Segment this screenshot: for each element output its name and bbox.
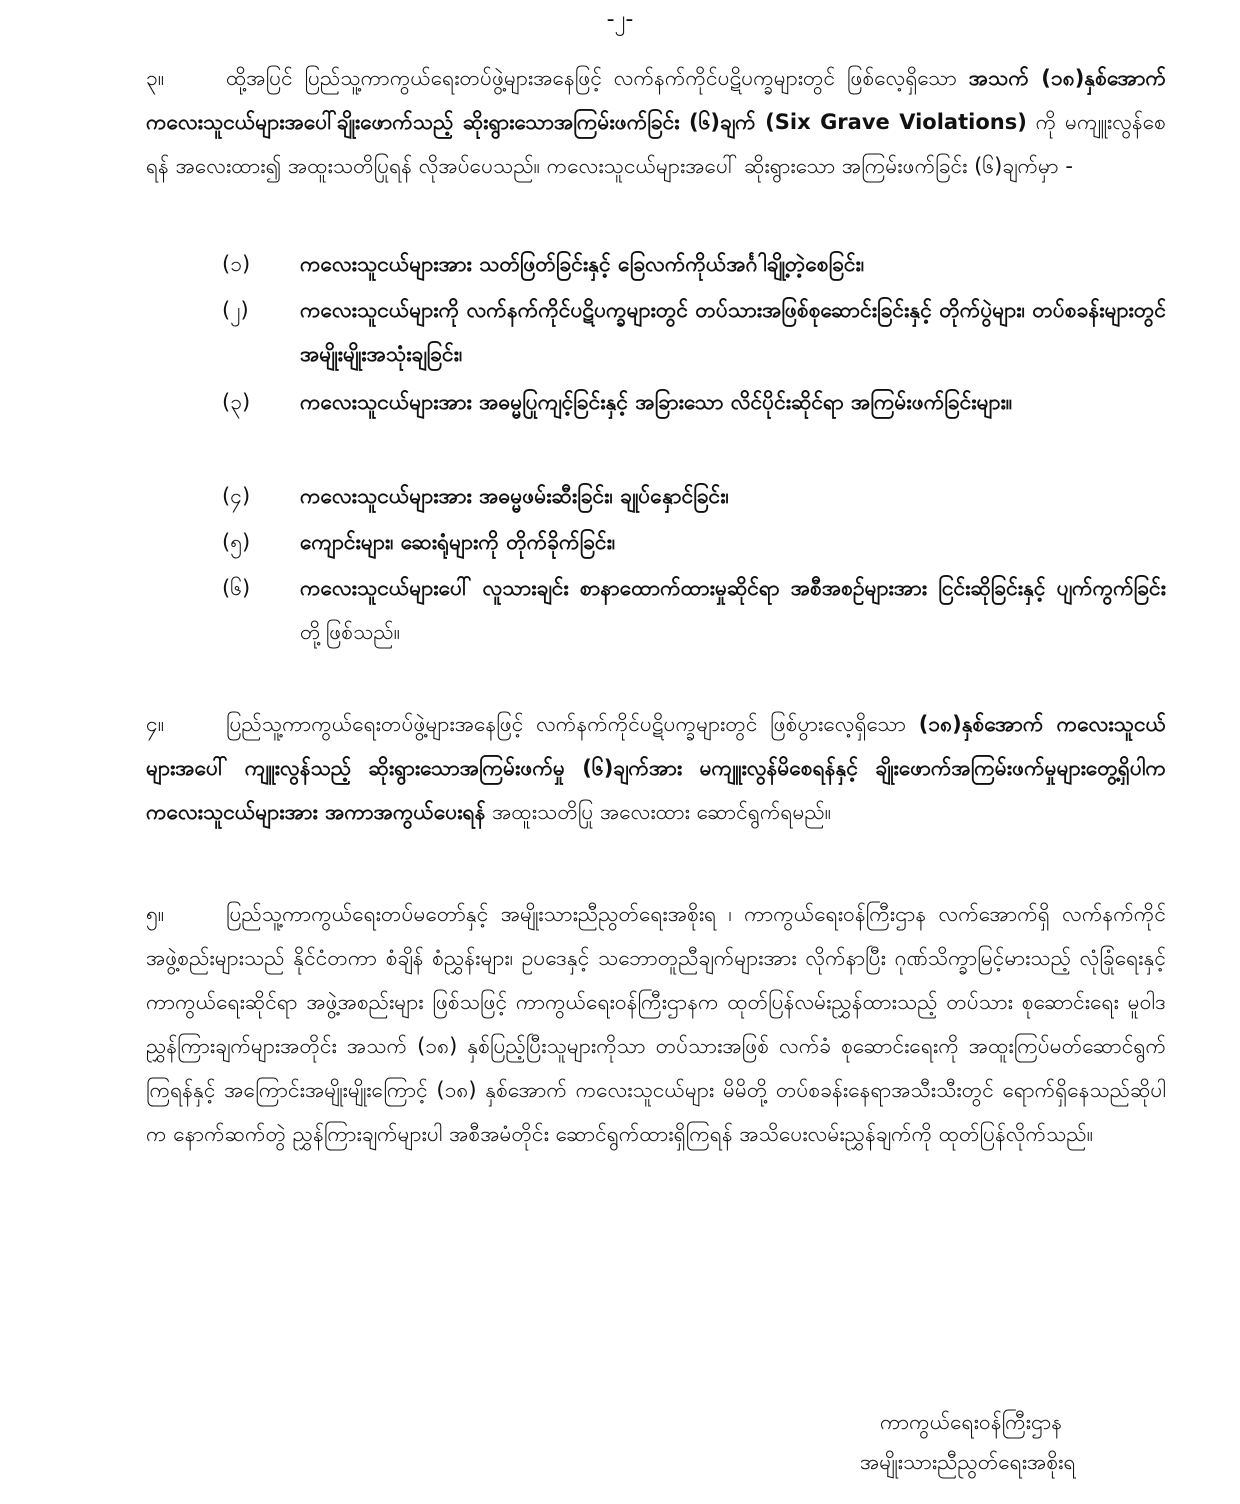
list-item-text: ကလေးသူငယ်များအား အဓမ္မပြုကျင့်ခြင်းနှင့် အခြားသော လိင်ပိုင်းဆိုင်ရာ အကြမ်းဖက်ခြင်းများ။ (300, 390, 1013, 414)
list-item-bold-text: ကလေးသူငယ်များပေါ် လူသားချင်း စာနာထောက်ထားမှုဆိုင်ရာ အစီအစဉ်များအား ငြင်းဆိုခြင်းနှင့် ပျက်ကွက်ခြင်း (300, 576, 1166, 600)
paragraph-5 (146, 892, 1166, 1156)
list-item-text: ကျောင်းများ၊ ဆေးရုံများကို တိုက်ခိုက်ခြင်း၊ (300, 530, 616, 554)
paragraph-number: ၃။ (146, 66, 165, 90)
list-item (222, 474, 1166, 518)
list-item (222, 242, 1166, 286)
list-item (222, 380, 1166, 424)
paragraph-text: အထူးသတိပြု အလေးထား ဆောင်ရွက်ရမည်။ (485, 800, 832, 824)
list-item (222, 520, 1166, 564)
paragraph-bold-text: အသက် (၁၈)နှစ်အောက် ကလေးသူငယ်များအပေါ်ချိုးဖောက်သည့် ဆိုးရွားသောအကြမ်းဖက်ခြင်း (၆)ချက် (Six Grave Violations) (146, 66, 1166, 134)
list-item-text: ကလေးသူငယ်များအား သတ်ဖြတ်ခြင်းနှင့် ခြေလက်ကိုယ်အင်္ဂါချို့တဲ့စေခြင်း၊ (300, 252, 865, 276)
list-item (222, 566, 1166, 654)
list-item-number: (၁) (222, 252, 251, 276)
paragraph-text: ပြည်သူ့ကာကွယ်ရေးတပ်ဖွဲ့များအနေဖြင့် လက်နက်ကိုင်ပဋိပက္ခများတွင် ဖြစ်ပွားလေ့ရှိသော (226, 712, 919, 736)
paragraph-4 (146, 702, 1166, 834)
paragraph-text: ထို့အပြင် ပြည်သူ့ကာကွယ်ရေးတပ်ဖွဲ့များအနေဖြင့် လက်နက်ကိုင်ပဋိပက္ခများတွင် ဖြစ်လေ့ရှိသော (226, 66, 969, 90)
signature-block (860, 1402, 1160, 1482)
signature-line-ministry: ကာကွယ်ရေးဝန်ကြီးဌာန (880, 1410, 1063, 1434)
list-item-text (300, 566, 1166, 654)
list-item-number: (၃) (222, 390, 251, 414)
list-item-number: (၅) (222, 530, 251, 554)
list-item (222, 288, 1166, 376)
paragraph-text: ကို မကျူးလွန်စေရန် အလေးထား၍ အထူးသတိပြုရန် လိုအပ်ပေသည်။ ကလေးသူငယ်များအပေါ် ဆိုးရွားသော အကြမ်းဖက်ခြင်း (၆)ချက်မှာ - (146, 110, 1166, 178)
list-item-text: ကလေးသူငယ်များကို လက်နက်ကိုင်ပဋိပက္ခများတွင် တပ်သားအဖြစ်စုဆောင်းခြင်းနှင့် တိုက်ပွဲများ၊ တပ်စခန်းများတွင် အမျိုးမျိုးအသုံးချခြင်း၊ (300, 298, 1166, 366)
signature-line-government: အမျိုးသားညီညွတ်ရေးအစိုးရ (860, 1450, 1076, 1474)
list-item-text: ကလေးသူငယ်များအား အဓမ္မဖမ်းဆီးခြင်း၊ ချုပ်နှောင်ခြင်း၊ (300, 484, 729, 508)
paragraph-number: ၅။ (146, 902, 165, 926)
list-item-number: (၄) (222, 484, 251, 508)
list-item-suffix: တို့ဖြစ်သည်။ (300, 620, 401, 644)
paragraph-bold-text: (၁၈)နှစ်အောက် ကလေးသူငယ်များအပေါ် ကျူးလွန်သည့် ဆိုးရွားသောအကြမ်းဖက်မှု (၆)ချက်အား မကျူးလွန်မိစေရန်နှင့် ချိုးဖောက်အကြမ်းဖက်မှုများတွေ့ရှိပါက ကလေးသူငယ်များအား အကာအကွယ်ပေးရန် (146, 712, 1166, 824)
paragraph-number: ၄။ (146, 712, 165, 736)
list-item-number: (၆) (222, 576, 251, 600)
paragraph-text: ပြည်သူ့ကာကွယ်ရေးတပ်မတော်နှင့် အမျိုးသားညီညွတ်ရေးအစိုးရ ၊ ကာကွယ်ရေးဝန်ကြီးဌာန လက်အောက်ရှိ လက်နက်ကိုင်အဖွဲ့စည်းများသည် နိုင်ငံတကာ စံချိန် စံညွှန်းများ၊ ဥပဒေနှင့် သဘောတူညီချက်များအား လိုက်နာပြီး ဂုဏ်သိက္ခာမြင့်မားသည့် လုံခြုံရေးနှင့် ကာကွယ်ရေးဆိုင်ရာ အဖွဲ့အစည်းများ ဖြစ်သဖြင့် ကာကွယ်ရေးဝန်ကြီးဌာနက ထုတ်ပြန်လမ်းညွှန်ထားသည့် တပ်သား စုဆောင်းရေး မူဝါဒ ညွှန်ကြားချက်များအတိုင်း အသက် (၁၈) နှစ်ပြည့်ပြီးသူများကိုသာ တပ်သားအဖြစ် လက်ခံ စုဆောင်းရေးကို အထူးကြပ်မတ်ဆောင်ရွက်ကြရန်နှင့် အကြောင်းအမျိုးမျိုးကြောင့် (၁၈) နှစ်အောက် ကလေးသူငယ်များ မိမိတို့ တပ်စခန်းနေရာအသီးသီးတွင် ရောက်ရှိနေသည်ဆိုပါက နောက်ဆက်တွဲ ညွှန်ကြားချက်များပါ အစီအမံတိုင်း ဆောင်ရွက်ထားရှိကြရန် အသိပေးလမ်းညွှန်ချက်ကို ထုတ်ပြန်လိုက်သည်။ (146, 902, 1166, 1146)
list-item-number: (၂) (222, 298, 249, 322)
page-number: -၂- (606, 7, 634, 32)
paragraph-3 (146, 56, 1166, 188)
